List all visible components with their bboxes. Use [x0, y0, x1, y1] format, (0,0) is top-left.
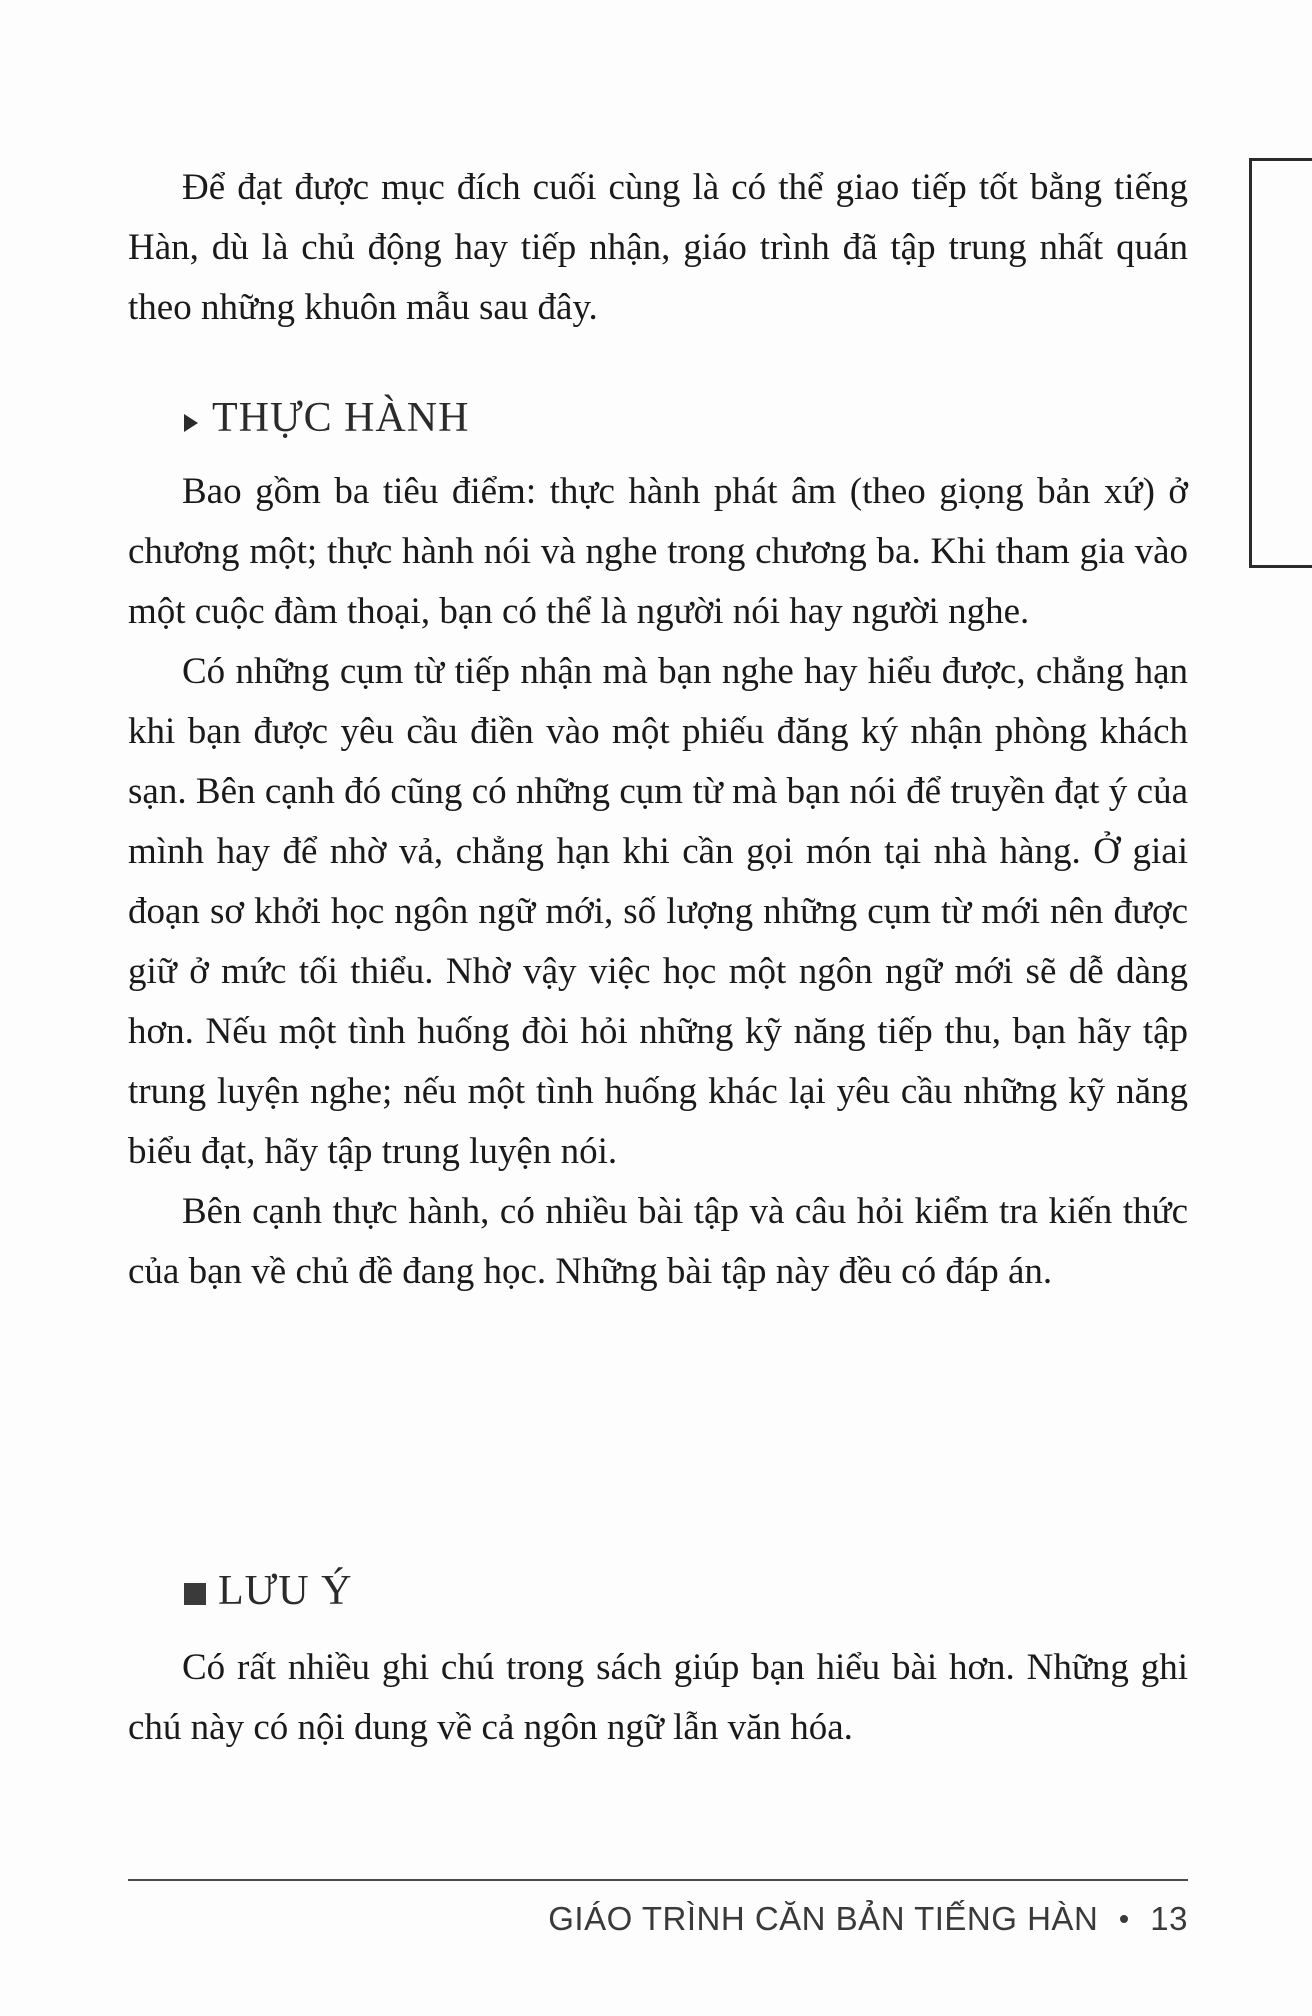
footer-page-number: 13: [1150, 1900, 1188, 1937]
notes-paragraph-1: Có rất nhiều ghi chú trong sách giúp bạn hiểu bài hơn. Những ghi chú này có nội dung về cả ngôn ngữ lẫn văn hóa.: [128, 1647, 1188, 1748]
footer-book-title: GIÁO TRÌNH CĂN BẢN TIẾNG HÀN: [548, 1900, 1099, 1937]
practice-paragraph-3: Bên cạnh thực hành, có nhiều bài tập và câu hỏi kiểm tra kiến thức của bạn về chủ đề đang học. Những bài tập này đều có đáp án.: [128, 1191, 1188, 1292]
square-bullet-icon: [184, 1583, 206, 1605]
intro-paragraph: Để đạt được mục đích cuối cùng là có thể giao tiếp tốt bằng tiếng Hàn, dù là chủ động hay tiếp nhận, giáo trình đã tập trung nhất quán theo những khuôn mẫu sau đây.: [128, 167, 1188, 328]
section-heading-practice: [184, 394, 469, 442]
practice-paragraph-2: Có những cụm từ tiếp nhận mà bạn nghe hay hiểu được, chẳng hạn khi bạn được yêu cầu điền vào một phiếu đăng ký nhận phòng khách sạn. Bên cạnh đó cũng có những cụm từ mà bạn nói để truyền đạt ý của mình hay để nhờ vả, chẳng hạn khi cần gọi món tại nhà hàng. Ở giai đoạn sơ khởi học ngôn ngữ mới, số lượng những cụm từ mới nên được giữ ở mức tối thiểu. Nhờ vậy việc học một ngôn ngữ mới sẽ dễ dàng hơn. Nếu một tình huống đòi hỏi những kỹ năng tiếp thu, bạn hãy tập trung luyện nghe; nếu một tình huống khác lại yêu cầu những kỹ năng biểu đạt, hãy tập trung luyện nói.: [128, 651, 1188, 1172]
triangle-bullet-icon: [184, 414, 198, 432]
section-heading-notes-text: LƯU Ý: [218, 1568, 353, 1614]
page-footer: [548, 1900, 1188, 1938]
intro-paragraph-block: [128, 158, 1188, 338]
practice-paragraph-1: Bao gồm ba tiêu điểm: thực hành phát âm (theo giọng bản xứ) ở chương một; thực hành nói và nghe trong chương ba. Khi tham gia vào một cuộc đàm thoại, bạn có thể là người nói hay người nghe.: [128, 471, 1188, 632]
notes-section-body: [128, 1638, 1188, 1758]
practice-section-body: [128, 462, 1188, 1302]
chapter-thumb-tab: [1249, 158, 1312, 568]
section-heading-notes: [184, 1567, 352, 1615]
footer-divider: [128, 1879, 1188, 1881]
section-heading-practice-text: THỰC HÀNH: [212, 395, 470, 441]
footer-separator-dot-icon: [1120, 1915, 1128, 1923]
